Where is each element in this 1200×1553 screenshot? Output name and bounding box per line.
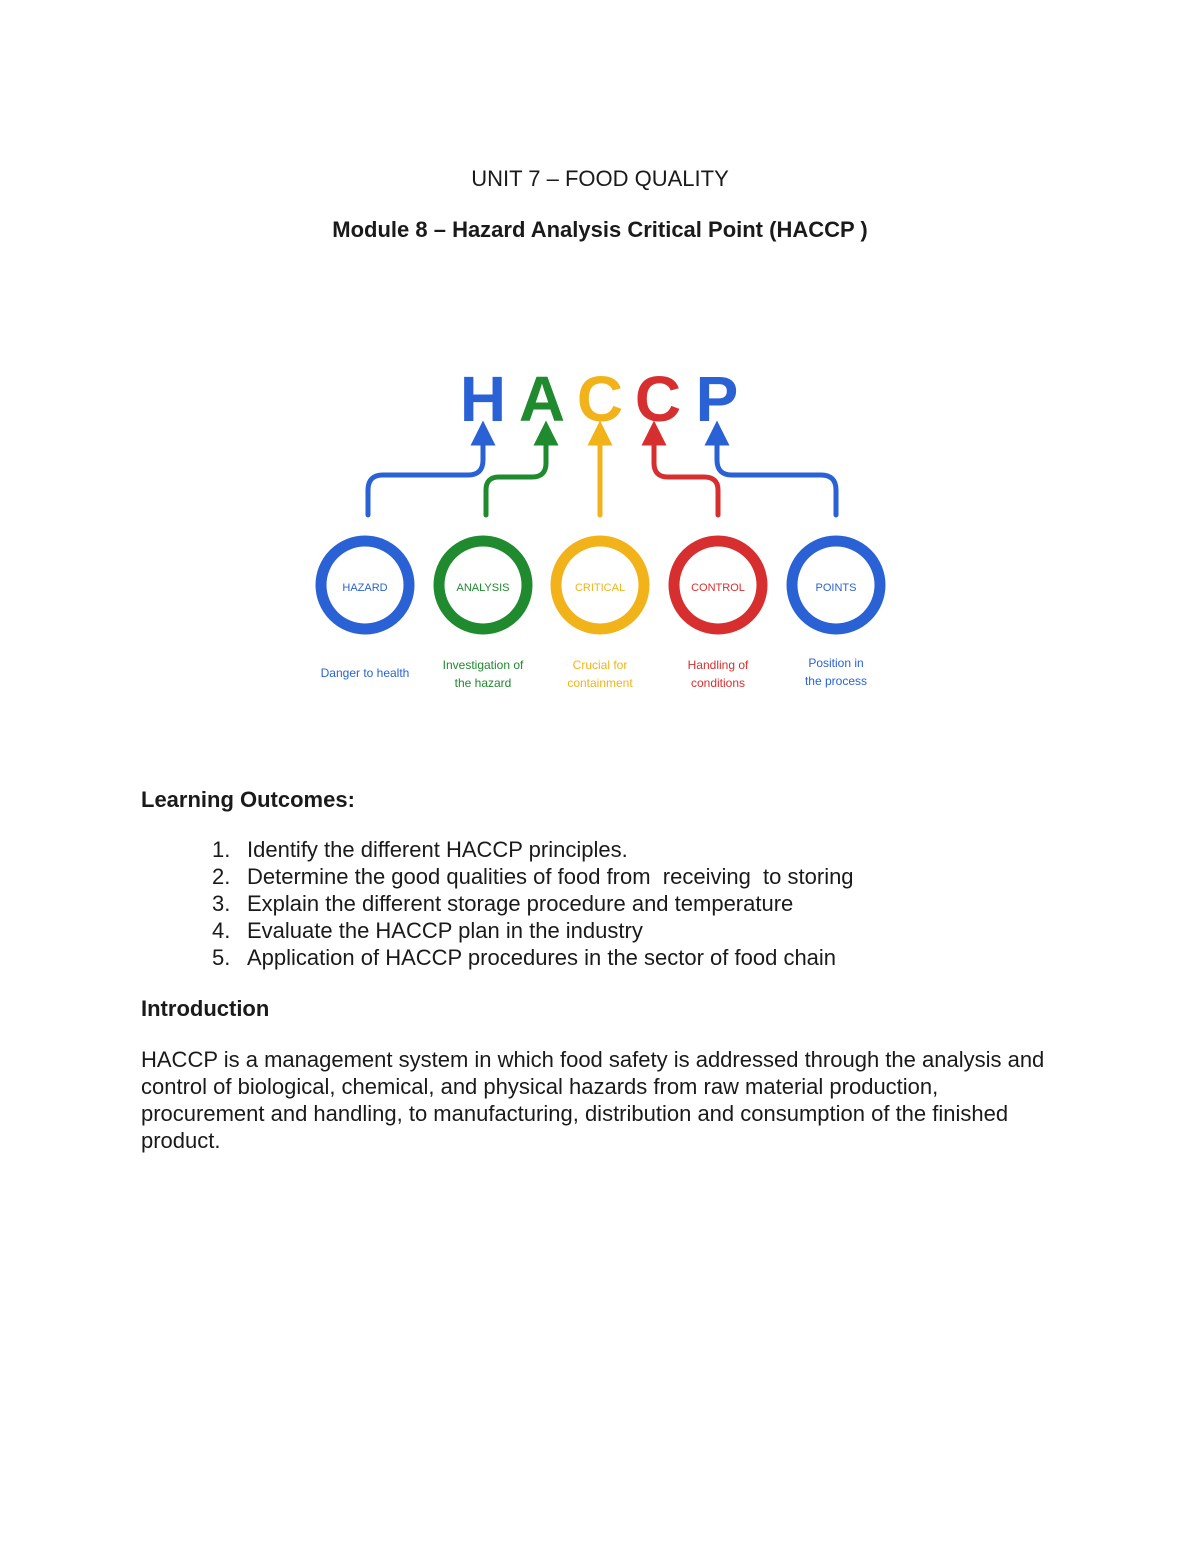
list-item	[200, 917, 854, 944]
list-item	[200, 944, 854, 971]
word-analysis: ANALYSIS	[456, 582, 510, 594]
word-critical: CRITICAL	[574, 582, 626, 594]
letter-c1: C	[576, 363, 624, 435]
learning-outcomes-list	[200, 836, 854, 971]
list-item	[200, 890, 854, 917]
caption-points-1: Position in	[808, 656, 864, 670]
list-number: 4.	[212, 918, 231, 943]
connector-hazard	[368, 433, 483, 515]
caption-analysis-2: the hazard	[454, 676, 512, 690]
introduction-body: HACCP is a management system in which food safety is addressed through the analysis and control of biological, chemical, and physical hazards from raw material production, procurement and handling, to manufacturing, distribution and consumption of the finished product.	[141, 1047, 1045, 1153]
connector-analysis	[486, 433, 546, 515]
connector-points	[717, 433, 836, 515]
caption-analysis-1: Investigation of	[442, 658, 524, 672]
letter-h: H	[459, 363, 507, 435]
list-text: Explain the different storage procedure and temperature	[247, 891, 794, 916]
list-number: 3.	[212, 891, 231, 916]
caption-critical-1: Crucial for	[572, 658, 628, 672]
list-number: 1.	[212, 837, 231, 862]
list-number: 5.	[212, 945, 231, 970]
connector-control	[654, 433, 718, 515]
letter-c2: C	[634, 363, 682, 435]
caption-control-2: conditions	[690, 676, 746, 690]
caption-hazard-1: Danger to health	[320, 666, 410, 680]
caption-points-2: the process	[804, 674, 868, 688]
learning-outcomes-heading: Learning Outcomes:	[141, 787, 355, 812]
list-text: Identify the different HACCP principles.	[247, 837, 628, 862]
list-text: Application of HACCP procedures in the sector of food chain	[247, 945, 837, 970]
list-text: Evaluate the HACCP plan in the industry	[247, 918, 643, 943]
haccp-diagram	[300, 355, 900, 710]
caption-control-1: Handling of	[687, 658, 749, 672]
word-control: CONTROL	[691, 582, 745, 594]
list-item	[200, 836, 854, 863]
module-title: Module 8 – Hazard Analysis Critical Point (HACCP )	[332, 217, 868, 242]
word-hazard: HAZARD	[342, 582, 388, 594]
introduction-heading: Introduction	[141, 996, 270, 1021]
caption-critical-2: containment	[567, 676, 633, 690]
unit-title: UNIT 7 – FOOD QUALITY	[471, 166, 729, 191]
list-text: Determine the good qualities of food from receiving to storing	[247, 864, 854, 889]
letter-p: P	[695, 363, 739, 435]
letter-a: A	[518, 363, 566, 435]
list-number: 2.	[212, 864, 231, 889]
word-points: POINTS	[815, 582, 857, 594]
list-item	[200, 863, 854, 890]
